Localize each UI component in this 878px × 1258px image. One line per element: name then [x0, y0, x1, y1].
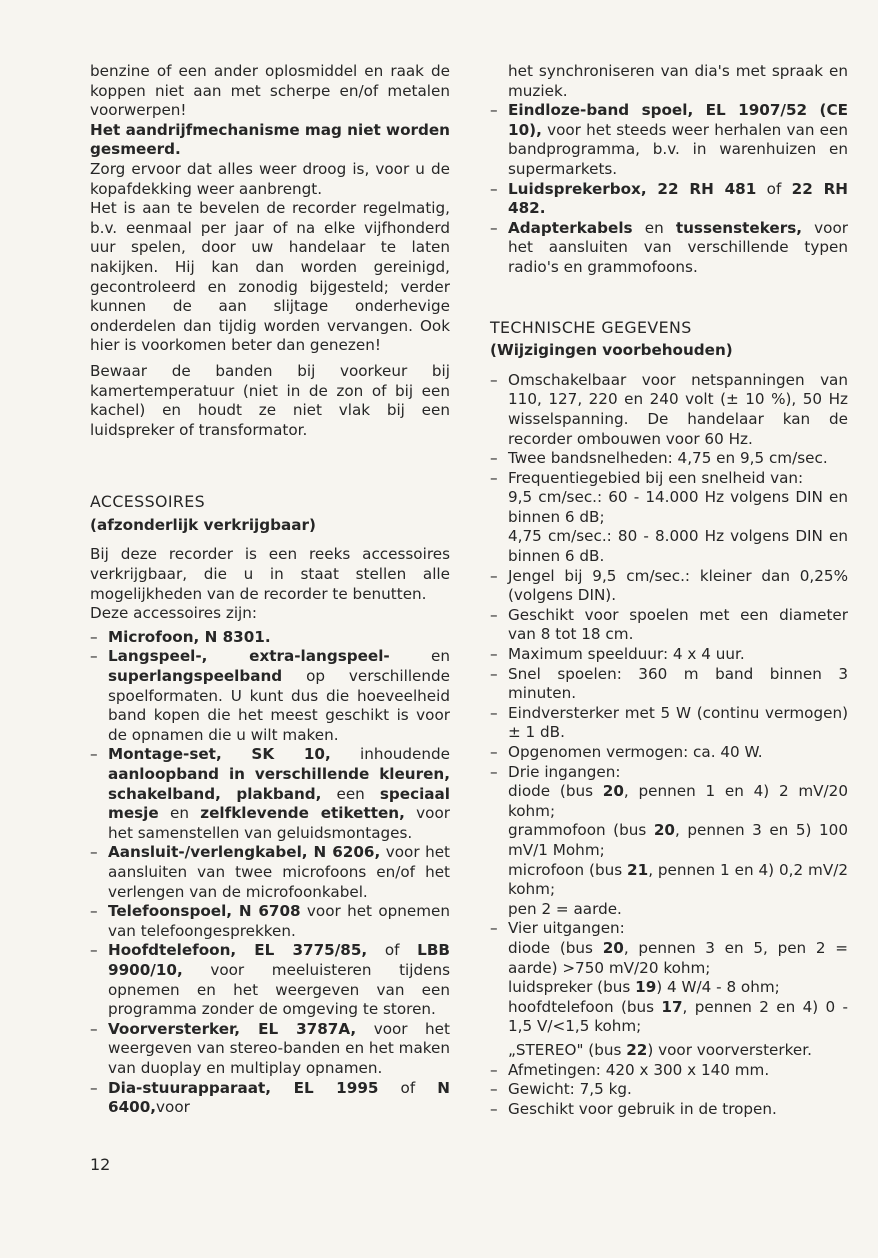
spec-text: Eindversterker met 5 W (continu vermogen) ± 1 dB.: [508, 703, 848, 742]
intro-paragraph: benzine of een ander oplosmiddel en raak de koppen niet aan met scherpe en/of metalen voorwerpen!: [90, 62, 450, 120]
item-bold: Montage-set, SK 10,: [108, 745, 331, 764]
item-bold: Langspeel-, extra-langspeel-: [108, 647, 390, 666]
spec-text: Geschikt voor gebruik in de tropen.: [508, 1099, 777, 1118]
item-bold: superlangspeelband: [108, 667, 283, 686]
lubrication-warning: Het aandrijfmechanisme mag niet worden gesmeerd.: [90, 120, 450, 159]
item-bold: Luidsprekerbox, 22 RH 481: [508, 179, 757, 198]
maintenance-paragraph: Het is aan te bevelen de recorder regelmatig, b.v. eenmaal per jaar of na elke vijfhonderd uur spelen, door uw handelaar te laten nakijken. Hij kan dan worden gereinigd, gecontroleerd en zonodig bijgesteld; verder kunnen de aan slijtage onderhevige onderdelen dan tijdig worden vervangen. Ook hier is voorkomen beter dan genezen!: [90, 199, 450, 355]
item-bold: Eindloze-band spoel, EL 1907/52 (CE 10),: [508, 101, 848, 139]
item-bold: Aansluit-/verlengkabel, N 6206,: [108, 843, 381, 862]
item-bold: N 6400,: [108, 1078, 451, 1117]
spec-text: Jengel bij 9,5 cm/sec.: kleiner dan 0,25% (volgens DIN).: [508, 566, 848, 605]
item-text: of: [367, 941, 418, 960]
list-item: [90, 647, 450, 745]
list-item: [490, 665, 848, 704]
list-item: [490, 743, 848, 763]
item-text: voor het weergeven van stereo-banden en het maken van duoplay en multiplay opnamen.: [108, 1019, 451, 1077]
page-number: 12: [90, 1155, 111, 1174]
spec-text: – Frequentiegebied bij een snelheid van:: [508, 468, 804, 487]
item-bold: Telefoonspoel, N 6708: [108, 902, 301, 921]
list-item: [90, 628, 450, 648]
accessories-list: [90, 628, 450, 1118]
item-text: voor: [156, 1098, 190, 1117]
item-text: inhoudende: [330, 745, 451, 764]
spec-text: Geschikt voor spoelen met een diameter van 8 tot 18 cm.: [508, 605, 848, 644]
list-item: [490, 1100, 848, 1120]
item-text: of: [378, 1078, 438, 1097]
list-item: [90, 941, 450, 1019]
list-item: [490, 763, 848, 920]
right-column: [490, 62, 848, 1119]
item-text: en: [389, 647, 450, 666]
dry-paragraph: Zorg ervoor dat alles weer droog is, voor u de kopafdekking weer aanbrengt.: [90, 159, 450, 198]
list-item: [490, 606, 848, 645]
tech-heading: TECHNISCHE GEGEVENS: [490, 317, 692, 337]
list-item: [490, 645, 848, 665]
item-bold: speciaal mesje: [108, 784, 451, 823]
spec-text: Twee bandsnelheden: 4,75 en 9,5 cm/sec.: [508, 449, 828, 468]
spec-text: Gewicht: 7,5 kg.: [508, 1080, 632, 1099]
spec-text: diode (bus 20, pennen 3 en 5, pen 2 = aarde) >750 mV/20 kohm;: [508, 938, 848, 977]
accessories-lead: Deze accessoires zijn:: [90, 604, 258, 623]
item-text: voor het steeds weer herhalen van een bandprogramma, b.v. in warenhuizen en supermarkets.: [508, 120, 848, 178]
item-text: voor meeluisteren tijdens opnemen en het weergeven van een programma zonder de omgeving te storen.: [108, 960, 450, 1019]
item-text: of: [756, 179, 792, 198]
list-item: [490, 469, 848, 567]
spec-text: – Vier uitgangen:: [508, 919, 625, 938]
item-text: voor het opnemen van telefoongesprekken.: [108, 902, 450, 940]
spec-text: microfoon (bus 21, pennen 1 en 4) 0,2 mV/2 kohm;: [508, 860, 848, 899]
item-bold: zelfklevende etiketten,: [200, 804, 405, 823]
list-item: [90, 1079, 450, 1118]
spec-text: Maximum speelduur: 4 x 4 uur.: [508, 645, 745, 664]
item-bold: aanloopband in verschillende kleuren, schakelband, plakband,: [108, 765, 450, 803]
continuation-paragraph: het synchroniseren van dia's met spraak en muziek.: [508, 62, 848, 100]
list-item: [490, 567, 848, 606]
accessories-subheading: (afzonderlijk verkrijgbaar): [90, 515, 316, 534]
item-bold: Microfoon, N 8301.: [108, 627, 271, 646]
spec-list: [490, 371, 848, 1120]
list-item: [490, 1080, 848, 1100]
list-item: [90, 902, 450, 941]
storage-paragraph: Bewaar de banden bij voorkeur bij kamertemperatuur (niet in de zon of bij een kachel) en houdt ze niet vlak bij een luidspreker of transformator.: [90, 361, 450, 439]
item-bold: 22 RH 482.: [508, 179, 849, 218]
spec-text: Afmetingen: 420 x 300 x 140 mm.: [508, 1060, 770, 1079]
spec-text: Omschakelbaar voor netspanningen van 110, 127, 220 en 240 volt (± 10 %), 50 Hz wisselspanning. De handelaar kan de recorder ombouwen voor 60 Hz.: [508, 370, 848, 448]
item-text: voor het aansluiten van verschillende typen radio's en grammofoons.: [508, 218, 848, 276]
tech-subheading: (Wijzigingen voorbehouden): [490, 341, 733, 360]
accessories-heading: ACCESSOIRES: [90, 492, 206, 512]
list-item: [490, 180, 848, 219]
spec-text: 4,75 cm/sec.: 80 - 8.000 Hz volgens DIN en binnen 6 dB.: [508, 527, 848, 566]
item-bold: Dia-stuurapparaat, EL 1995: [108, 1078, 379, 1097]
item-bold: Voorversterker, EL 3787A,: [108, 1019, 357, 1038]
list-item: [90, 843, 450, 902]
list-item: [490, 101, 848, 179]
spec-text: Snel spoelen: 360 m band binnen 3 minuten.: [508, 664, 848, 703]
spec-text: Opgenomen vermogen: ca. 40 W.: [508, 743, 763, 761]
spec-text: luidspreker (bus 19) 4 W/4 - 8 ohm;: [508, 978, 780, 997]
item-text: voor het aansluiten van twee microfoons en/of het verlengen van de microfoonkabel.: [108, 843, 450, 901]
item-text: en: [158, 804, 201, 823]
list-item: [90, 745, 450, 843]
list-item: [490, 704, 848, 743]
item-bold: LBB 9900/10,: [108, 941, 451, 979]
list-item: [490, 919, 848, 1060]
accessories-intro: Bij deze recorder is een reeks accessoires verkrijgbaar, die u in staat stellen alle mogelijkheden van de recorder te benutten.: [90, 545, 450, 603]
item-bold: tussenstekers,: [675, 218, 803, 237]
item-text: op verschillende spoelformaten. U kunt dus die hoeveelheid band kopen die het meest geschikt is voor de opnamen die u wilt maken.: [108, 667, 450, 744]
item-text: voor het samenstellen van geluidsmontages.: [108, 804, 450, 842]
spec-text: grammofoon (bus 20, pennen 3 en 5) 100 mV/1 Mohm;: [508, 821, 848, 859]
spec-text: pen 2 = aarde.: [508, 899, 622, 918]
item-bold: Adapterkabels: [508, 218, 633, 237]
list-item: [490, 219, 848, 278]
spec-text: diode (bus 20, pennen 1 en 4) 2 mV/20 kohm;: [508, 782, 848, 820]
accessories-list-continued: [490, 101, 848, 277]
spec-text: „STEREO" (bus 22) voor voorversterker.: [508, 1040, 812, 1059]
item-bold: Hoofdtelefoon, EL 3775/85,: [108, 941, 368, 960]
spec-text: – Drie ingangen:: [508, 762, 621, 781]
left-column: [90, 62, 450, 1118]
item-text: en: [632, 218, 676, 237]
list-item: [490, 449, 848, 469]
spec-text: hoofdtelefoon (bus 17, pennen 2 en 4) 0 - 1,5 V/<1,5 kohm;: [508, 997, 848, 1036]
spec-text: 9,5 cm/sec.: 60 - 14.000 Hz volgens DIN en binnen 6 dB;: [508, 488, 848, 526]
item-text: een: [321, 784, 380, 803]
list-item: [90, 1020, 450, 1079]
list-item: [490, 1061, 848, 1081]
list-item: [490, 371, 848, 449]
